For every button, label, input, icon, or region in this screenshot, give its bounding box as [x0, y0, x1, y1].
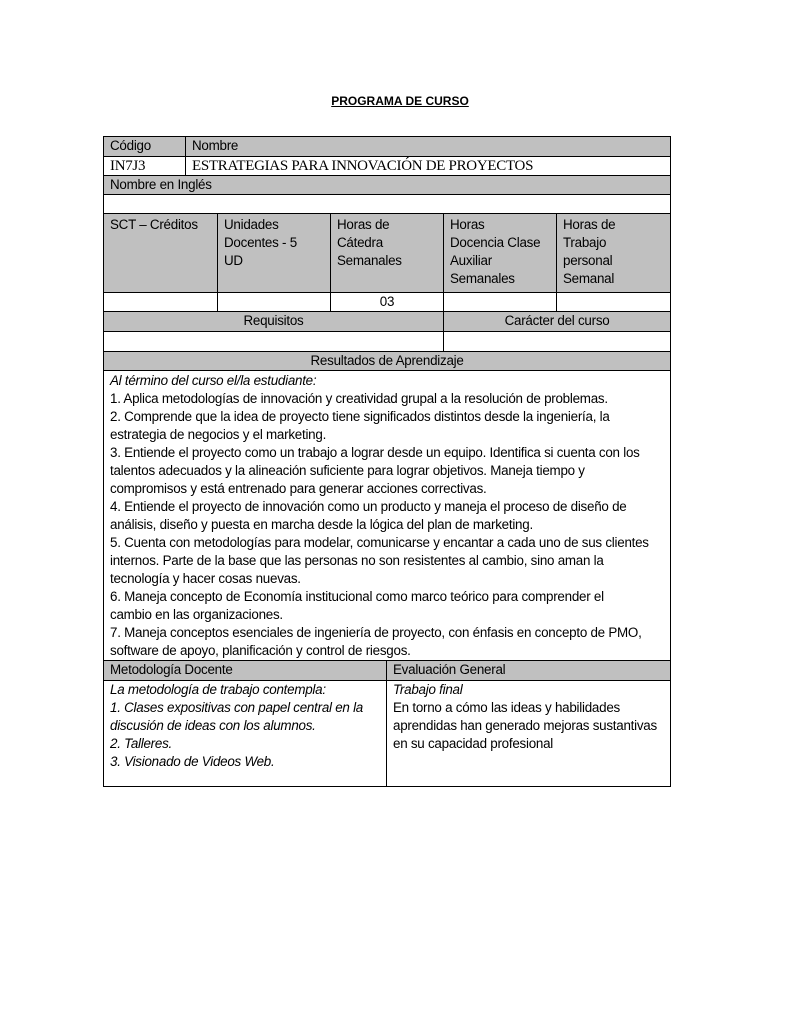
evaluacion-content: [387, 681, 671, 787]
resultado-line: cambio en las organizaciones.: [110, 607, 283, 622]
resultado-line: 3. Entiende el proyecto como un trabajo a lograr desde un equipo. Identifica si cuenta con los: [110, 445, 640, 460]
resultados-content: [104, 371, 671, 661]
resultado-line: análisis, diseño y puesta en marcha desde la lógica del plan de marketing.: [110, 517, 533, 532]
resultados-label: Resultados de Aprendizaje: [104, 352, 671, 371]
horas-catedra-value: 03: [331, 293, 444, 312]
resultado-line: 5. Cuenta con metodologías para modelar, comunicarse y encantar a cada uno de sus clientes: [110, 535, 649, 550]
metodologia-content: [104, 681, 387, 787]
resultado-line: estrategia de negocios y el marketing.: [110, 427, 327, 442]
course-code: IN7J3: [104, 157, 186, 176]
course-program-table: [103, 136, 671, 787]
resultado-line: compromisos y está entrenado para generar acciones correctivas.: [110, 481, 487, 496]
course-name: ESTRATEGIAS PARA INNOVACIÓN DE PROYECTOS: [186, 157, 671, 176]
metodologia-line: 2. Talleres.: [110, 736, 173, 751]
document-title: PROGRAMA DE CURSO: [331, 94, 469, 108]
resultado-line: internos. Parte de la base que las personas no son resistentes al cambio, sino aman la: [110, 553, 604, 568]
units-values-row: [104, 293, 671, 312]
resultados-intro: Al término del curso el/la estudiante:: [110, 373, 317, 388]
resultado-line: talentos adecuados y la alineación suficiente para lograr objetivos. Maneja tiempo y: [110, 463, 585, 478]
codigo-label: Código: [104, 137, 186, 157]
resultado-line: 7. Maneja conceptos esenciales de ingeniería de proyecto, con énfasis en concepto de PMO,: [110, 625, 642, 640]
evaluacion-subtitle: Trabajo final: [393, 682, 463, 697]
resultado-line: 1. Aplica metodologías de innovación y creatividad grupal a la resolución de problemas.: [110, 391, 608, 406]
english-name-value: [104, 195, 671, 214]
horas-trabajo-personal-header: Horas de Trabajo personal Semanal: [557, 214, 671, 293]
units-header-row: [104, 214, 671, 293]
evaluacion-line: En torno a cómo las ideas y habilidades: [393, 700, 620, 715]
sct-creditos-header: SCT – Créditos: [104, 214, 218, 293]
metodologia-line: La metodología de trabajo contempla:: [110, 682, 326, 697]
horas-auxiliar-header: Horas Docencia Clase Auxiliar Semanales: [444, 214, 557, 293]
evaluacion-line: en su capacidad profesional: [393, 736, 554, 751]
english-name-label: Nombre en Inglés: [104, 176, 671, 195]
caracter-value: [444, 332, 671, 352]
resultado-line: 6. Maneja concepto de Economía institucional como marco teórico para comprender el: [110, 589, 604, 604]
requisitos-label: Requisitos: [104, 312, 444, 332]
caracter-label: Carácter del curso: [444, 312, 671, 332]
unidades-docentes-value: [218, 293, 331, 312]
resultado-line: software de apoyo, planificación y control de riesgos.: [110, 643, 411, 658]
metodologia-label: Metodología Docente: [104, 661, 387, 681]
horas-trabajo-value: [557, 293, 671, 312]
resultado-line: 4. Entiende el proyecto de innovación como un producto y maneja el proceso de diseño de: [110, 499, 627, 514]
metodologia-line: 3. Visionado de Videos Web.: [110, 754, 275, 769]
evaluacion-line: aprendidas han generado mejoras sustantivas: [393, 718, 657, 733]
sct-creditos-value: [104, 293, 218, 312]
horas-catedra-header: Horas de Cátedra Semanales: [331, 214, 444, 293]
nombre-label: Nombre: [186, 137, 671, 157]
unidades-docentes-header: Unidades Docentes - 5 UD: [218, 214, 331, 293]
resultado-line: 2. Comprende que la idea de proyecto tiene significados distintos desde la ingeniería, la: [110, 409, 610, 424]
metodologia-line: discusión de ideas con los alumnos.: [110, 718, 316, 733]
horas-auxiliar-value: [444, 293, 557, 312]
evaluacion-label: Evaluación General: [387, 661, 671, 681]
resultado-line: tecnología y hacer cosas nuevas.: [110, 571, 301, 586]
metodologia-line: 1. Clases expositivas con papel central en la: [110, 700, 363, 715]
requisitos-value: [104, 332, 444, 352]
